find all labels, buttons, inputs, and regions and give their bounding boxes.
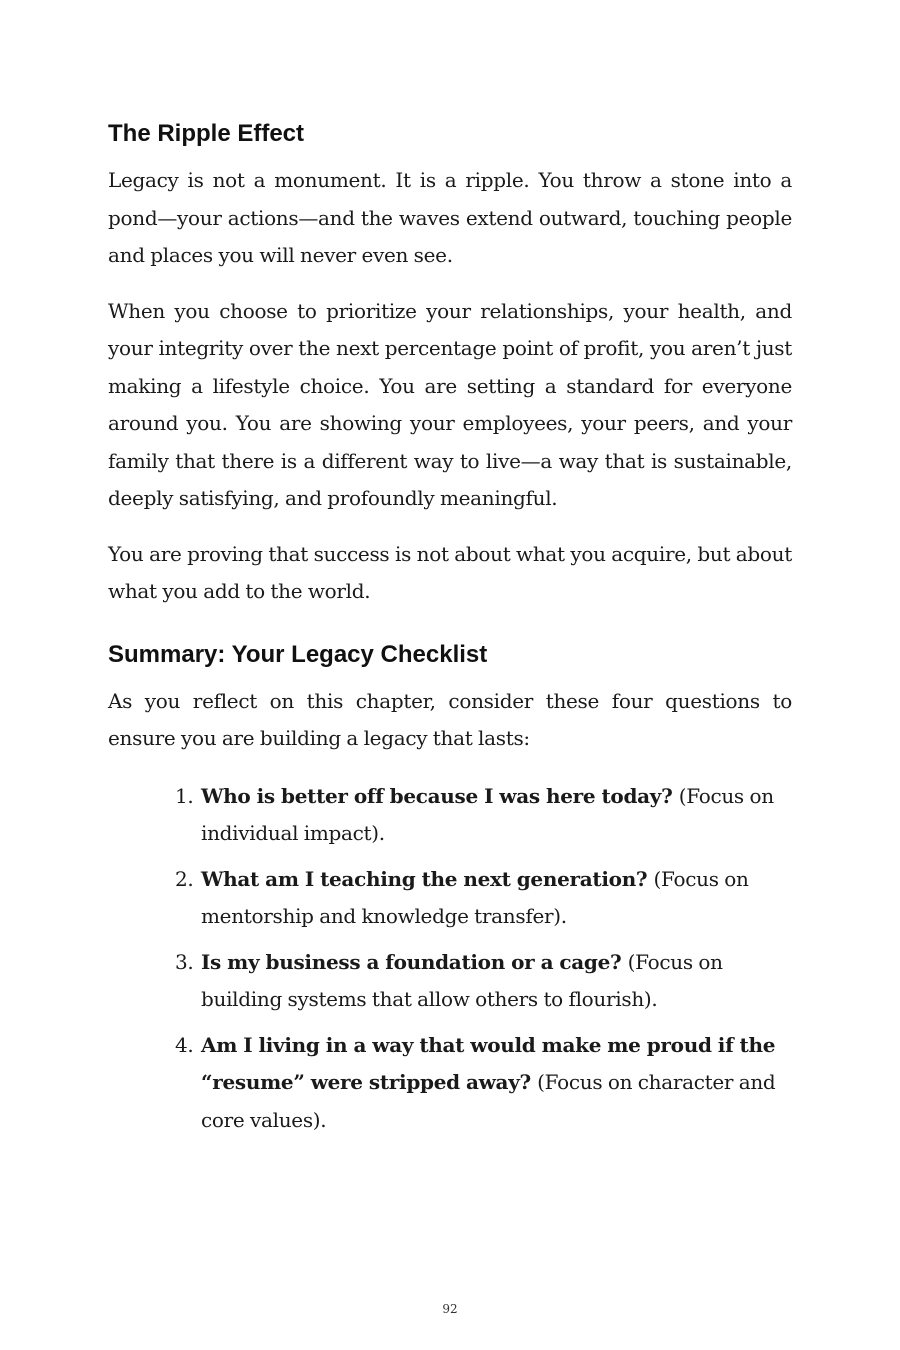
list-number: 2. [175,866,194,891]
page-number: 92 [442,1302,458,1316]
paragraph: When you choose to prioritize your relationships, your health, and your integrity over the next percentage point of profit, you aren’t just making a lifestyle choice. You are setting a standard for everyone around you. You are showing your employees, your peers, and your family that there is a different way to live—a way that is sustainable, deeply satisfying, and profoundly meaningful. [108,298,792,510]
checklist-item [175,1027,792,1140]
paragraph: As you reflect on this chapter, consider these four questions to ensure you are building a legacy that lasts: [108,688,792,750]
checklist-item [175,861,792,936]
paragraph: You are proving that success is not about what you acquire, but about what you add to the world. [108,541,792,603]
checklist-question: Am I living in a way that would make me proud if the “resume” were stripped away? [201,1032,776,1094]
checklist-focus: (Focus on character and core values). [201,1070,776,1132]
list-number: 4. [175,1032,194,1057]
checklist-question: Who is better off because I was here today? [201,783,679,808]
section-heading-ripple-effect: The Ripple Effect [108,120,305,147]
page-body [108,116,792,1147]
checklist-focus: (Focus on individual impact). [201,783,774,845]
section-heading-summary: Summary: Your Legacy Checklist [108,640,488,668]
list-number: 3. [175,949,194,974]
checklist-item [175,778,792,853]
checklist-question: What am I teaching the next generation? [201,866,654,891]
legacy-checklist [108,778,792,1140]
checklist-focus: (Focus on mentorship and knowledge transfer). [201,866,749,928]
checklist-item [175,944,792,1019]
list-number: 1. [175,783,194,808]
checklist-focus: (Focus on building systems that allow others to flourish). [201,949,723,1011]
checklist-question: Is my business a foundation or a cage? [201,949,628,974]
paragraph: Legacy is not a monument. It is a ripple. You throw a stone into a pond—your actions—and the waves extend outward, touching people and places you will never even see. [108,168,792,267]
